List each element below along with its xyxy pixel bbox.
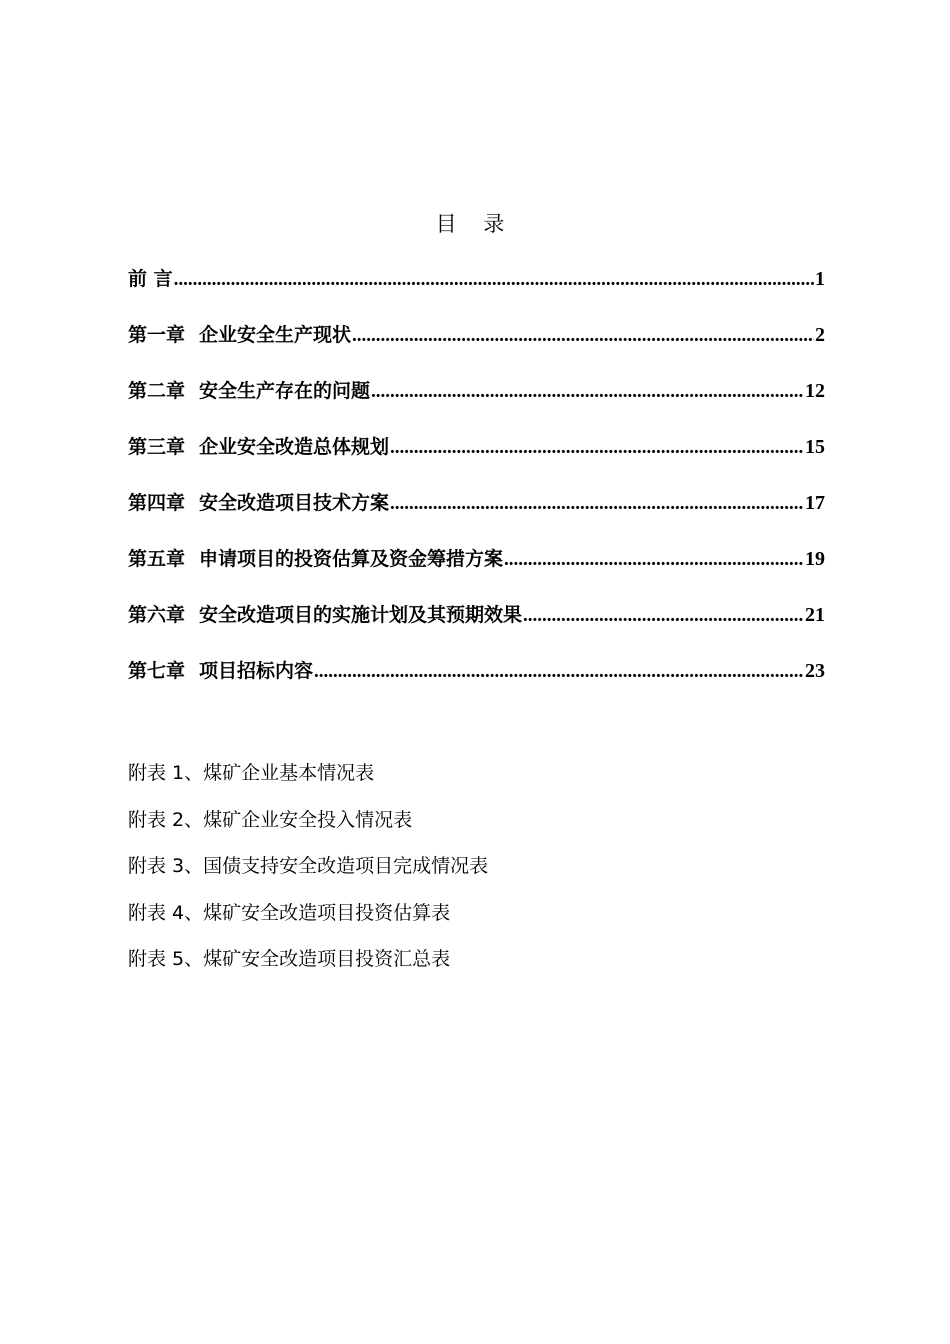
- toc-entry[interactable]: [128, 600, 825, 656]
- toc-dot-leader: [390, 493, 804, 515]
- toc-entry-chapter: 第四章: [128, 492, 186, 514]
- toc-title: 目 录: [435, 212, 515, 236]
- appendix-item: 附表 5、煤矿安全改造项目投资汇总表: [128, 948, 451, 970]
- toc-entry-chapter: 第六章: [128, 604, 186, 626]
- toc-page-number: 1: [815, 268, 825, 290]
- toc-page-number: 19: [805, 548, 825, 570]
- toc-entry[interactable]: [128, 656, 825, 712]
- toc-entry[interactable]: [128, 376, 825, 432]
- toc-dot-leader: [314, 661, 804, 683]
- appendix-list: [128, 758, 828, 991]
- toc-page-number: 21: [805, 604, 825, 626]
- toc-entry-label: [128, 376, 370, 403]
- toc-entry-chapter: 第三章: [128, 436, 186, 458]
- toc-page-number: 12: [805, 380, 825, 402]
- toc-dot-leader: [352, 325, 814, 347]
- toc-entry[interactable]: [128, 544, 825, 600]
- toc-entry-label: [128, 320, 351, 347]
- toc-entry-label: [128, 600, 522, 627]
- toc-page-number: 15: [805, 436, 825, 458]
- toc-entry-title: 安全改造项目的实施计划及其预期效果: [199, 604, 523, 626]
- toc-entry-title: 申请项目的投资估算及资金筹措方案: [199, 548, 504, 570]
- appendix-item: 附表 3、国债支持安全改造项目完成情况表: [128, 855, 489, 877]
- toc-entry-chapter: 第一章: [128, 324, 186, 346]
- toc-entry-label: [128, 432, 389, 459]
- toc-page-number: 17: [805, 492, 825, 514]
- toc-entry-label: [128, 544, 503, 571]
- toc-entry[interactable]: [128, 264, 825, 320]
- toc-entry-label: [128, 656, 313, 683]
- toc-entry-chapter: 第七章: [128, 660, 186, 682]
- appendix-item: 附表 2、煤矿企业安全投入情况表: [128, 808, 413, 831]
- toc-dot-leader: [390, 437, 804, 459]
- toc-entry[interactable]: [128, 432, 825, 488]
- toc-dot-leader: [523, 605, 804, 627]
- toc-entry-title: 企业安全改造总体规划: [199, 436, 390, 458]
- toc-entry[interactable]: [128, 320, 825, 376]
- toc-entry[interactable]: [128, 488, 825, 544]
- appendix-item: 附表 1、煤矿企业基本情况表: [128, 762, 375, 784]
- toc-entry-chapter: 第二章: [128, 380, 186, 402]
- toc-list: [128, 264, 825, 712]
- toc-dot-leader: [371, 381, 804, 403]
- toc-entry-label: [128, 488, 389, 515]
- toc-page-number: 2: [815, 324, 825, 346]
- toc-entry-title: 安全生产存在的问题: [199, 380, 371, 402]
- toc-dot-leader: [174, 269, 814, 291]
- appendix-item: 附表 4、煤矿安全改造项目投资估算表: [128, 901, 451, 924]
- toc-entry-chapter: 第五章: [128, 548, 186, 570]
- toc-entry-chapter: 前 言: [128, 268, 173, 290]
- toc-entry-label: [128, 264, 173, 291]
- toc-entry-title: 项目招标内容: [199, 660, 314, 682]
- toc-dot-leader: [504, 549, 804, 571]
- toc-entry-title: 安全改造项目技术方案: [199, 492, 390, 514]
- toc-entry-title: 企业安全生产现状: [199, 324, 352, 346]
- toc-page-number: 23: [805, 660, 825, 682]
